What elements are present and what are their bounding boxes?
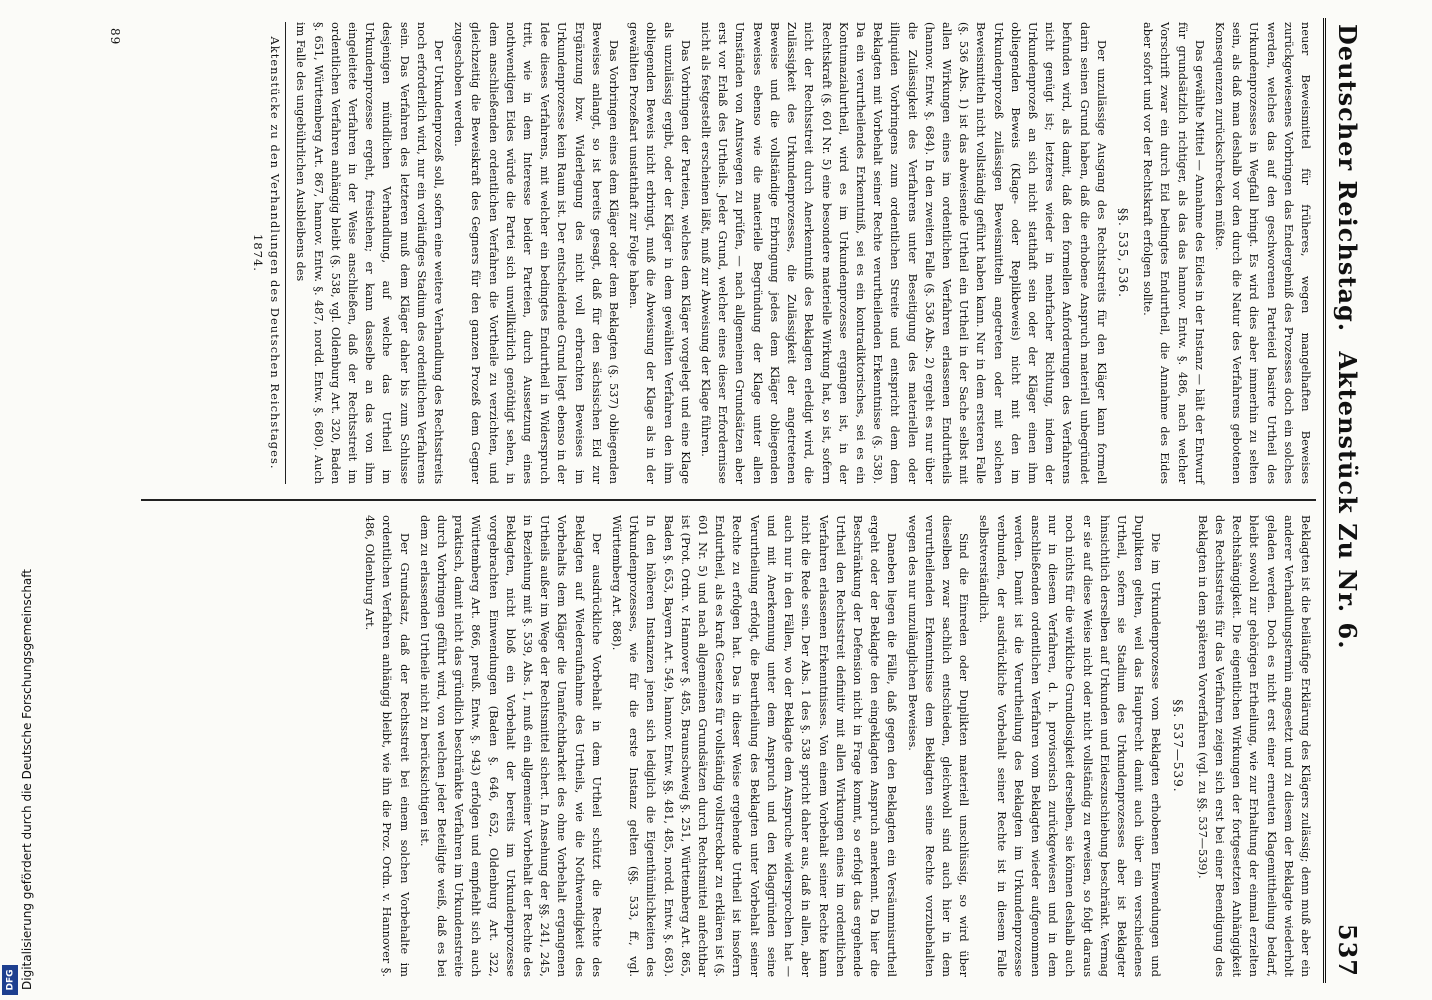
paragraph: Das gewählte Mittel — Annahme des Eides in der Instanz — hält der Entwurf für grundsätzlich richtiger, als das das hannov. Entw. §. 486, nach welcher Vorschrift zwar ein durch Eid bedingtes Endurtheil, die Annahme des Eides aber sofort und vor der Rechtskraft erfolgen sollte. — [1141, 22, 1206, 484]
paragraph: Beklagten ist die beiläufige Erklärung des Klägers zulässig; denn muß aber ein anderer Verhandlungstermin angesetzt und zu diesem der Beklagte wiederholt geladen werden. Doch es nicht erst einer erneuten Klagemittheilung bedarf, bleibt sowohl zur gehörigen Ertheilung, wie zur Erhaltung der einmal erzielten Rechtshängigkeit. Die eigentlichen Wirkungen der fortgesetzten Anhängigkeit des Rechtsstreits für das Verfahren zeigen sich erst bei einer Beendigung des Beklagten in dem späteren Vorverfahren (vgl. zu §§. 537—539). — [1195, 515, 1312, 977]
left-column — [249, 22, 1314, 484]
column-divider — [141, 499, 1316, 501]
paragraph: Der unzulässige Ausgang des Rechtsstreits für den Kläger kann formell darin seinen Grund haben, daß die erhobene Anspruch materiell unbegründet befunden wird, als damit, daß den formellen Anforderungen des Verfahrens nicht genügt ist; letzteres wieder in mehrfacher Richtung, indem der Urkundenprozeß an sich nicht statthaft sein oder der Kläger einen ihm obliegenden Beweis (Klage- oder Replikbeweis) nicht mit den im Urkundenprozeß zulässigen Beweismitteln angetreten oder mit solchen Beweismitteln nicht vollständig geführt haben kann. Nur in dem ersteren Falle (§. 536 Abs. 1) ist das abweisende Urtheil ein Urtheil in der Sache selbst mit allen Wirkungen eines im ordentlichen Verfahren erlassenen Endurtheils (hannov. Entw. §. 684). In den zweiten Falle (§. 536 Abs. 2) ergeht es nur über die Zulässigkeit des Verfahrens unter Beseitigung des materiellen oder illiquiden Vorbringens zum ordentlichen Streite und entspricht dem dem Beklagten mit Vorbehalt seiner Rechte verurtheilenden Erkenntnisse (§. 538). Da ein verurtheilendes Erkenntniß, sei es ein kontradiktorisches, sei es ein Kontumazialurtheil, wird es im Urkundenprozesse ergangen ist, in der Rechtskraft (§. 601 Nr. 5) eine besondere materielle Wirkung hat, so ist, sofern nicht der Rechtsstreit durch Anerkenntniß des Beklagten erledigt wird, die Zulässigkeit des Urkundenprozesses, die Zulässigkeit der angetretenen Beweise und die vollständige Erbringung jedes dem Kläger obliegenden Beweises ebenso wie die materielle Begründung der Klage unter allen Umständen von Amtswegen zu prüfen, — nach allgemeinen Grundsätzen aber erst vor Erlaß des Urtheils. Jeder Grund, welcher eines dieser Erfordernisse nicht als festgestellt erscheinen läßt, muß zur Abweisung der Klage führen. — [699, 22, 1108, 484]
paragraph: Der Urkundenprozeß soll, sofern eine weitere Verhandlung des Rechtsstreits noch erforderlich wird, nur ein vorläufiges Stadium des ordentlichen Verfahrens sein. Das Verfahren des letzteren muß dem Kläger daher bis zum Schlusse desjenigen mündlichen Verhandlung, auf welche das Urtheil im Urkundenprozesse ergeht, freistehen; er kann dasselbe an das von ihm eingeleitete Verfahren in der Weise anschließen, daß der Rechtsstreit im ordentlichen Verfahren anhängig bleibt (§. 538, vgl. Oldenburg Art. 320, Baden §. 651, Württemberg Art. 867, hannov. Entw. §. 487, nordd. Entw. §. 680). Auch im Falle des ungebührlichen Ausbleibens des — [294, 22, 446, 484]
right-column — [358, 515, 1314, 977]
paragraph: Der ausdrückliche Vorbehalt in dem Urtheil schützt die Rechte des Beklagten auf Wiederaufnahme des Urtheils, wie die Nothwendigkeit des Vorbehalts dem Kläger die Unanfechtbarkeit des ohne Vorbehalt ergangenen Urtheils außer im Wege der Rechtsmittel sichert. In Ansehung der §§. 241, 245, in Beziehung mit §. 539, Abs. 1, muß ein allgemeiner Vorbehalt der Rechte des Beklagten, nicht bloß ein Vorbehalt der bereits im Urkundenprozesse vorgebrachten Einwendungen (Baden §. 646, 652, Oldenburg Art. 322, Württemberg Art. 866, preuß. Entw. §. 943) erfolgen und empfiehlt sich auch praktisch, damit nicht das gründlich beschränkte Verfahren im Urkundenstreite durch Vorbringen geführt wird, von welchen jeder Beteiligte weiß, daß es bei dem zu erlassenden Urtheile nicht zu berücksichtigen ist. — [417, 515, 603, 977]
page-footer: Aktenstücke zu den Verhandlungen des Deutschen Reichstages. 1874. — [249, 22, 286, 484]
bottom-page-number: 89 — [108, 28, 122, 46]
dfg-logo: DFG — [2, 965, 18, 995]
header-left-title: Deutscher Reichstag. — [1333, 24, 1362, 333]
header-center-title: Aktenstück Zu Nr. 6. — [1333, 351, 1362, 650]
paragraph: neuer Beweismittel für früheres, wegen mangelhaften Beweises zurückgewiesenes Vorbringen das Endergebniß des Prozesses doch ein solches werden, welches das auf den geschworenen Parteieid basirte Urtheil des Urkundenprozesses in Wegfall bringt. Es wird dies aber immerhin zu selten sein, als daß man deshalb vor den durch die Natur des Verfahrens gebotenen Konsequenzen zurückschrecken müßte. — [1212, 22, 1312, 484]
paragraph: Der Grundsatz, daß der Rechtsstreit bei einem solchen Vorbehalte im ordentlichen Verfahren anhängig bleibt, wie ihn die Proz. Ordn. v. Hannover §. 486, Oldenburg Art. — [363, 515, 411, 977]
paragraph: Daneben liegen die Fälle, daß gegen den Beklagten ein Versäumnisurtheil ergeht oder der Beklagte den eingeklagten Anspruch anerkennt. Da hier die Beschränkung der Defension nicht in Frage kommt, so erfolgt das ergehende Urtheil den Rechtsstreit definitiv mit allen Wirkungen eines im ordentlichen Verfahren erlassenen Erkenntnisses. Von einem Vorbehalt seiner Rechte kann nicht die Rede sein. Der Abs. 1 des §. 538 spricht daher aus, daß in allen, aber auch nur in den Fällen, wo der Beklagte dem Anspruche widersprochen hat — und mit Anerkennung unter dem Anspruch und den Klaggründen seine Verurtheilung erfolgt, die Beurtheilung des Beklagten unter Vorbehalt seiner Rechte zu erfolgen hat. Das in dieser Weise ergehende Urtheil ist insofern Endurtheil, als es kraft Gesetzes für vollständig vollstreckbar zu erklären ist (§. 601 Nr. 5) und nach allgemeinen Grundsätzen durch Rechtsmittel anfechtbar ist (Prot. Ordn. v. Hannover §. 485, Braunschweig §. 251, Württemberg Art. 865, Baden §. 653, Bayern Art. 549, hannov. Entw. §§. 481, 485, nordd. Entw. §. 683). In den höheren Instanzen jenen sich lediglich die Eigenthümlichkeiten des Urkundenprozesses, wie für die erste Instanz gelten (§§. 533, ff., vgl. Württemberg Art. 868). — [610, 515, 899, 977]
header-page-number: 537 — [1333, 923, 1362, 977]
paragraph: Die im Urkundenprozesse vom Beklagten erhobenen Einwendungen und Duplikten gelten, weil das Hauptrecht damit auch über ein verschiedenes Urtheil, sofern sie Stadium des Urkundenprozesses aber ist Beklagter hinsichtlich derselben auf Urkunden und Eideszuschiebung beschränkt. Vermag er sie auf diese Weise nicht oder nicht vollständig zu erweisen, so folgt daraus noch nichts für die wirkliche Grundlosigkeit derselben, sie können deshalb auch nur in diesem Verfahren, d. h. provisorisch zurückgewiesen und in dem anschließenden ordentlichen Verfahren vom Beklagten wieder aufgenommen werden. Damit ist die Verurtheilung des Beklagten im Urkundenprozesse verbunden, der ausdrückliche Vorbehalt seiner Rechte ist in diesem Falle selbstverständlich. — [977, 515, 1163, 977]
document-page — [106, 18, 1366, 983]
digitization-credit: Digitalisierung gefördert durch die Deutsche Forschungsgemeinschaft — [20, 568, 34, 990]
section-heading: §§. 535, 536. — [1115, 208, 1130, 298]
paragraph: Das Vorbringen der Parteien, welches dem Kläger vorgelegt und eine Klage als unzulässig ergibt, oder der Kläger in dem gewählten Verfahren den ihm obliegenden Beweis nicht erbringt, muß die Abweisung der Klage als in der gewählten Prozeßart unstatthaft zur Folge haben. — [627, 22, 692, 484]
paragraph: Das Vorbringen eines dem Kläger oder dem Beklagten (§. 537) obliegenden Beweises anlangt, so ist bereits gesagt, daß für den sächsischen Eid zur Ergänzung bzw. Widerlegung des nicht voll erbrachten Beweises im Urkundenprozesse kein Raum ist. Der entscheidende Grund liegt ebenso in der Idee dieses Verfahrens, mit welcher ein bedingtes Endurtheil in Widerspruch tritt, wie in dem Interesse beider Parteien, durch Aussetzung eines nothwendigen Eides würde die Partei sich unwillkürlich genöthigt sehen, in dem anschließenden ordentlichen Verfahren die Vortheile zu verzichten, und gleichzeitig die Beweiskraft des Gegners für den ganzen Prozeß dem Gegner zugeschoben werden. — [452, 22, 621, 484]
paragraph: Sind die Einreden oder Duplikten materiell unschlüssig, so wird über dieselben zwar sachlich entschieden, gleichwohl sind auch hier in dem verurtheilenden Erkenntnisse dem Beklagten seine Rechte vorzubehalten wegen des nur unzulänglichen Beweises. — [905, 515, 971, 977]
section-heading: §§. 537—539. — [1170, 699, 1185, 793]
page-header — [1323, 18, 1366, 983]
